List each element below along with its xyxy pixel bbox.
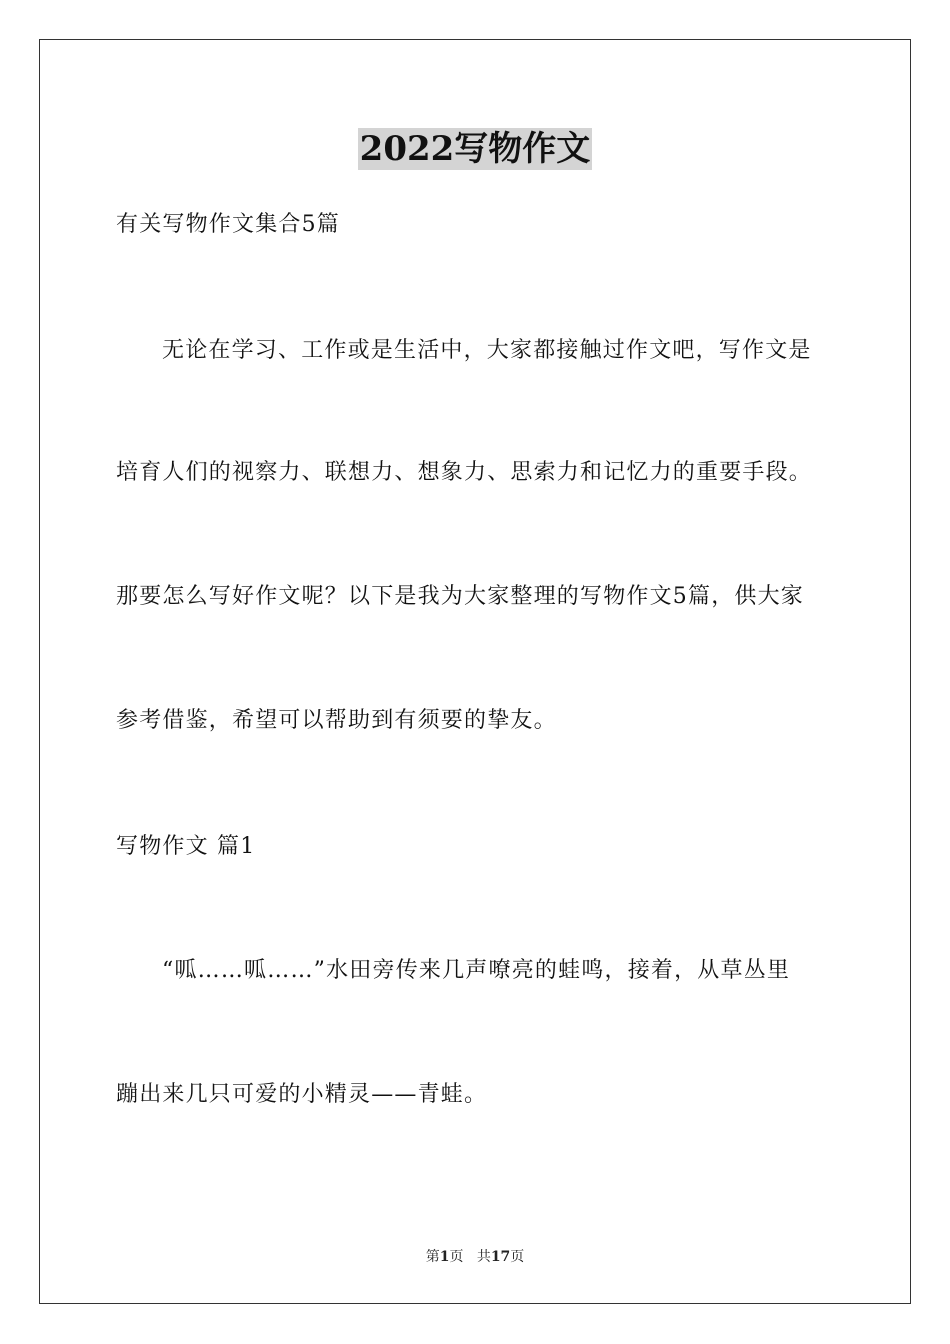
page-footer <box>0 1248 950 1266</box>
footer-total-pages: 17 <box>490 1249 511 1265</box>
intro-paragraph-line: 那要怎么写好作文呢？以下是我为大家整理的写物作文5篇，供大家 <box>116 584 804 609</box>
document-subtitle: 有关写物作文集合5篇 <box>116 212 340 237</box>
intro-paragraph-line: 无论在学习、工作或是生活中，大家都接触过作文吧，写作文是 <box>162 338 812 363</box>
footer-page-suffix: 页 <box>449 1249 464 1265</box>
section-paragraph-line: “呱……呱……”水田旁传来几声嘹亮的蛙鸣，接着，从草丛里 <box>162 958 791 983</box>
document-title: 2022写物作文 <box>359 129 591 169</box>
intro-paragraph-line: 培育人们的视察力、联想力、想象力、思索力和记忆力的重要手段。 <box>116 460 813 485</box>
title-container <box>0 128 950 170</box>
section-paragraph-line: 蹦出来几只可爱的小精灵——青蛙。 <box>116 1082 488 1107</box>
intro-paragraph-line: 参考借鉴，希望可以帮助到有须要的挚友。 <box>116 708 557 733</box>
footer-total-prefix: 共 <box>476 1249 491 1265</box>
footer-page-prefix: 第 <box>425 1249 440 1265</box>
footer-page-number: 1 <box>439 1249 450 1265</box>
footer-total-suffix: 页 <box>510 1249 525 1265</box>
section-heading: 写物作文 篇1 <box>116 834 256 859</box>
